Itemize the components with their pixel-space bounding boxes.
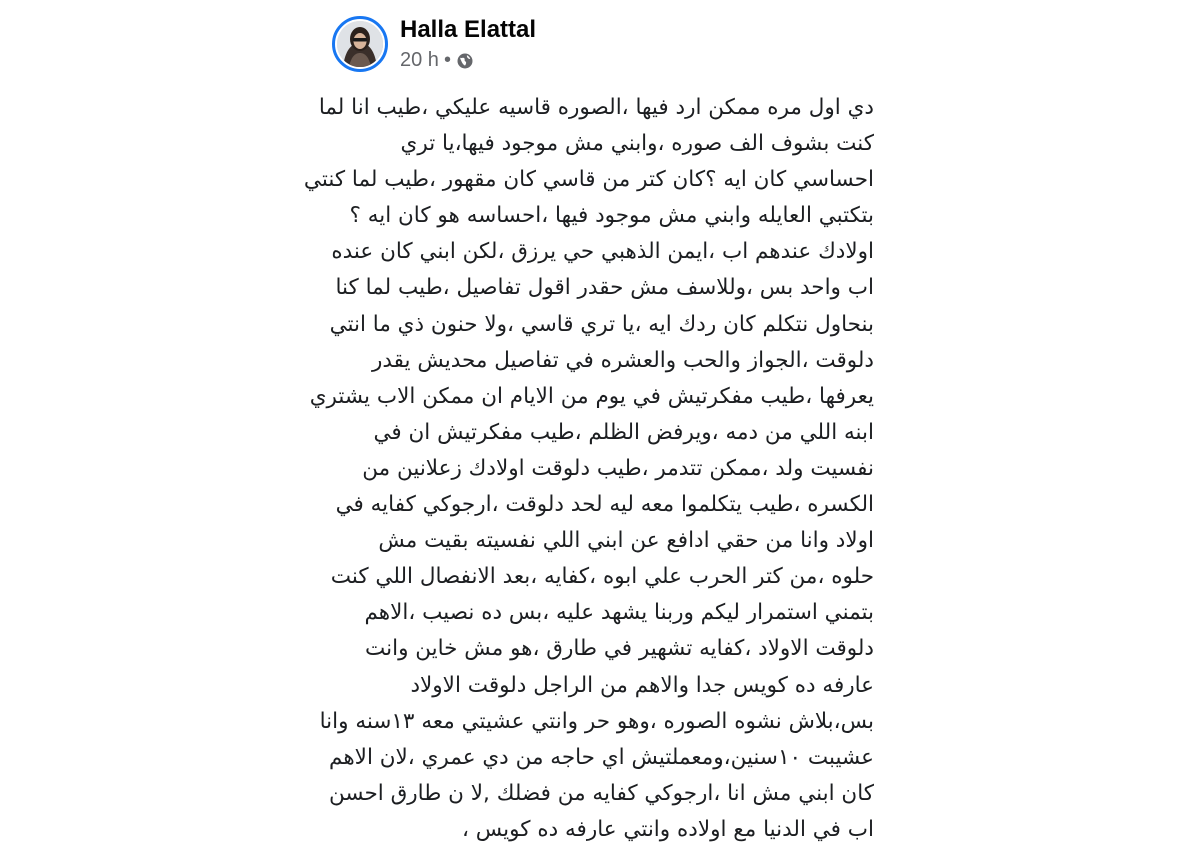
post-text-line: بس،بلاش نشوه الصوره ،وهو حر وانتي عشيتي معه ١٣سنه وانا (319, 708, 874, 734)
post-text-line: دلوقت ،الجواز والحب والعشره في تفاصيل محديش يقدر (372, 347, 874, 373)
post-text-line: عارفه ده كويس جدا والاهم من الراجل دلوقت الاولاد (410, 672, 874, 698)
post-text-line: اب في الدنيا مع اولاده وانتي عارفه ده كويس ، (462, 816, 874, 842)
post-sub-meta (400, 47, 536, 73)
post-text-line: عشيبت ١٠سنين،ومعملتيش اي حاجه من دي عمري ،لان الاهم (329, 744, 874, 770)
post-text (303, 90, 874, 848)
post-timestamp[interactable]: 20 h (400, 49, 439, 71)
author-name[interactable]: Halla Elattal (400, 16, 537, 43)
post-text-line: دلوقت الاولاد ،كفايه تشهير في طارق ،هو مش خاين وانت (365, 636, 874, 662)
post-text-line: ابنه اللي من دمه ،ويرفض الظلم ،طيب مفكرتيش ان في (373, 419, 874, 445)
meta-separator: • (443, 49, 451, 71)
post-text-line: نفسيت ولد ،ممكن تتدمر ،طيب دلوقت اولادك زعلانين من (362, 455, 874, 481)
post-text-line: يعرفها ،طيب مفكرتيش في يوم من الايام ان ممكن الاب يشتري (309, 383, 874, 409)
avatar[interactable] (332, 16, 388, 72)
globe-icon[interactable] (456, 51, 474, 69)
facebook-post (303, 0, 880, 842)
post-text-line: اب واحد بس ،وللاسف مش حقدر اقول تفاصيل ،طيب لما كنا (335, 275, 874, 301)
post-text-line: بنحاول نتكلم كان ردك ايه ،يا تري قاسي ،ولا حنون ذي ما انتي (329, 311, 874, 337)
post-text-line: دي اول مره ممكن ارد فيها ،الصوره قاسيه عليكي ،طيب انا لما (318, 95, 874, 120)
post-meta (400, 15, 536, 73)
post-text-line: بتكتبي العايله وابني مش موجود فيها ،احساسه هو كان ايه ؟ (349, 203, 874, 229)
post-text-line: الكسره ،طيب يتكلموا معه ليه لحد دلوقت ،ارجوكي كفايه في (335, 492, 874, 518)
post-text-line: اولادك عندهم اب ،ايمن الذهبي حي يرزق ،لكن ابني كان عنده (331, 239, 874, 265)
profile-photo-icon (337, 21, 383, 67)
post-text-line: كان ابني مش انا ،ارجوكي كفايه من فضلك ,لا ن طارق احسن (328, 780, 874, 806)
avatar-photo (337, 21, 383, 67)
post-text-line: بتمني استمرار ليكم وربنا يشهد عليه ،بس ده نصيب ،الاهم (364, 600, 874, 626)
post-header (332, 12, 536, 76)
post-text-line: اولاد وانا من حقي ادافع عن ابني اللي نفسيته بقيت مش (378, 528, 874, 554)
post-text-line: احساسي كان ايه ؟كان كتر من قاسي كان مقهور ،طيب لما كنتي (303, 167, 874, 193)
post-text-line: حلوه ،من كتر الحرب علي ابوه ،كفايه ،بعد الانفصال اللي كنت (330, 564, 874, 590)
post-text-line: كنت بشوف الف صوره ،وابني مش موجود فيها،يا تري (400, 131, 874, 157)
